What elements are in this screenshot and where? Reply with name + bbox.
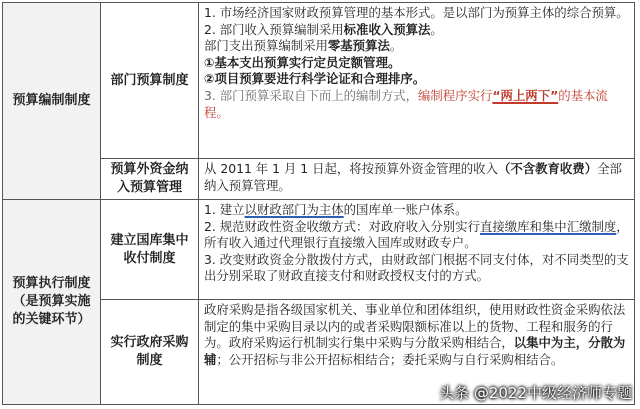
sub-dept-budget: 部门预算制度 [101, 3, 199, 159]
treasury-line-1: 1. 建立以财政部门为主体的国库单一账户体系。 [204, 202, 468, 217]
watermark-text: 头条 @2022中级经济师专题 [439, 384, 632, 402]
extra-budget-content: 从 2011 年 1 月 1 日起，将按预算外资金管理的收入（不含教育收费）全部纳入预算管理。 [199, 159, 635, 200]
dept-budget-content [199, 3, 635, 159]
sub-treasury: 建立国库集中收付制度 [101, 200, 199, 300]
dept-line-2: 2. 部门收入预算编制采用标准收入预算法。 [204, 21, 443, 37]
procurement-content: 政府采购是指各级国家机关、事业单位和团体组织，使用财政性资金采购依法制定的集中采购目录以内的或者采购限额标准以上的货物、工程和服务的行为。政府采购运行机制实行集中采购与分散采购相结合，以集中为主，分散为辅；公开招标与非公开招标相结合；委托采购与自行采购相结合。 [199, 300, 635, 405]
category-execution: 预算执行制度（是预算实施的关键环节） [3, 200, 101, 405]
budget-table [2, 2, 635, 405]
treasury-line-3: 3. 改变财政资金分散拨付方式，由财政部门根据不同支付体，对不同类型的支出分别采取了财政直接支付和财政授权支付的方式。 [204, 251, 629, 284]
table-row [3, 200, 635, 300]
dept-line-3: 部门支出预算编制采用零基预算法。 [204, 38, 403, 54]
category-budget-system: 预算编制制度 [3, 3, 101, 200]
sub-extra-budget: 预算外资金纳入预算管理 [101, 159, 199, 200]
dept-line-4: ①基本支出预算实行定员定额管理。 [204, 54, 401, 70]
table-row [3, 3, 635, 159]
treasury-content [199, 200, 635, 300]
dept-line-6: 3. 部门预算采取自下而上的编制方式，编制程序实行“两上两下”的基本流程。 [204, 87, 608, 120]
dept-line-1: 1. 市场经济国家财政预算管理的基本形式。是以部门为预算主体的综合预算。 [204, 5, 629, 20]
treasury-line-2: 2. 规范财政性资金收缴方式：对政府收入分别实行直接缴库和集中汇缴制度，所有收入通过代理银行直接缴入国库或财政专户。 [204, 218, 629, 251]
sub-procurement: 实行政府采购制度 [101, 300, 199, 405]
dept-line-5: ②项目预算要进行科学论证和合理排序。 [204, 71, 426, 87]
